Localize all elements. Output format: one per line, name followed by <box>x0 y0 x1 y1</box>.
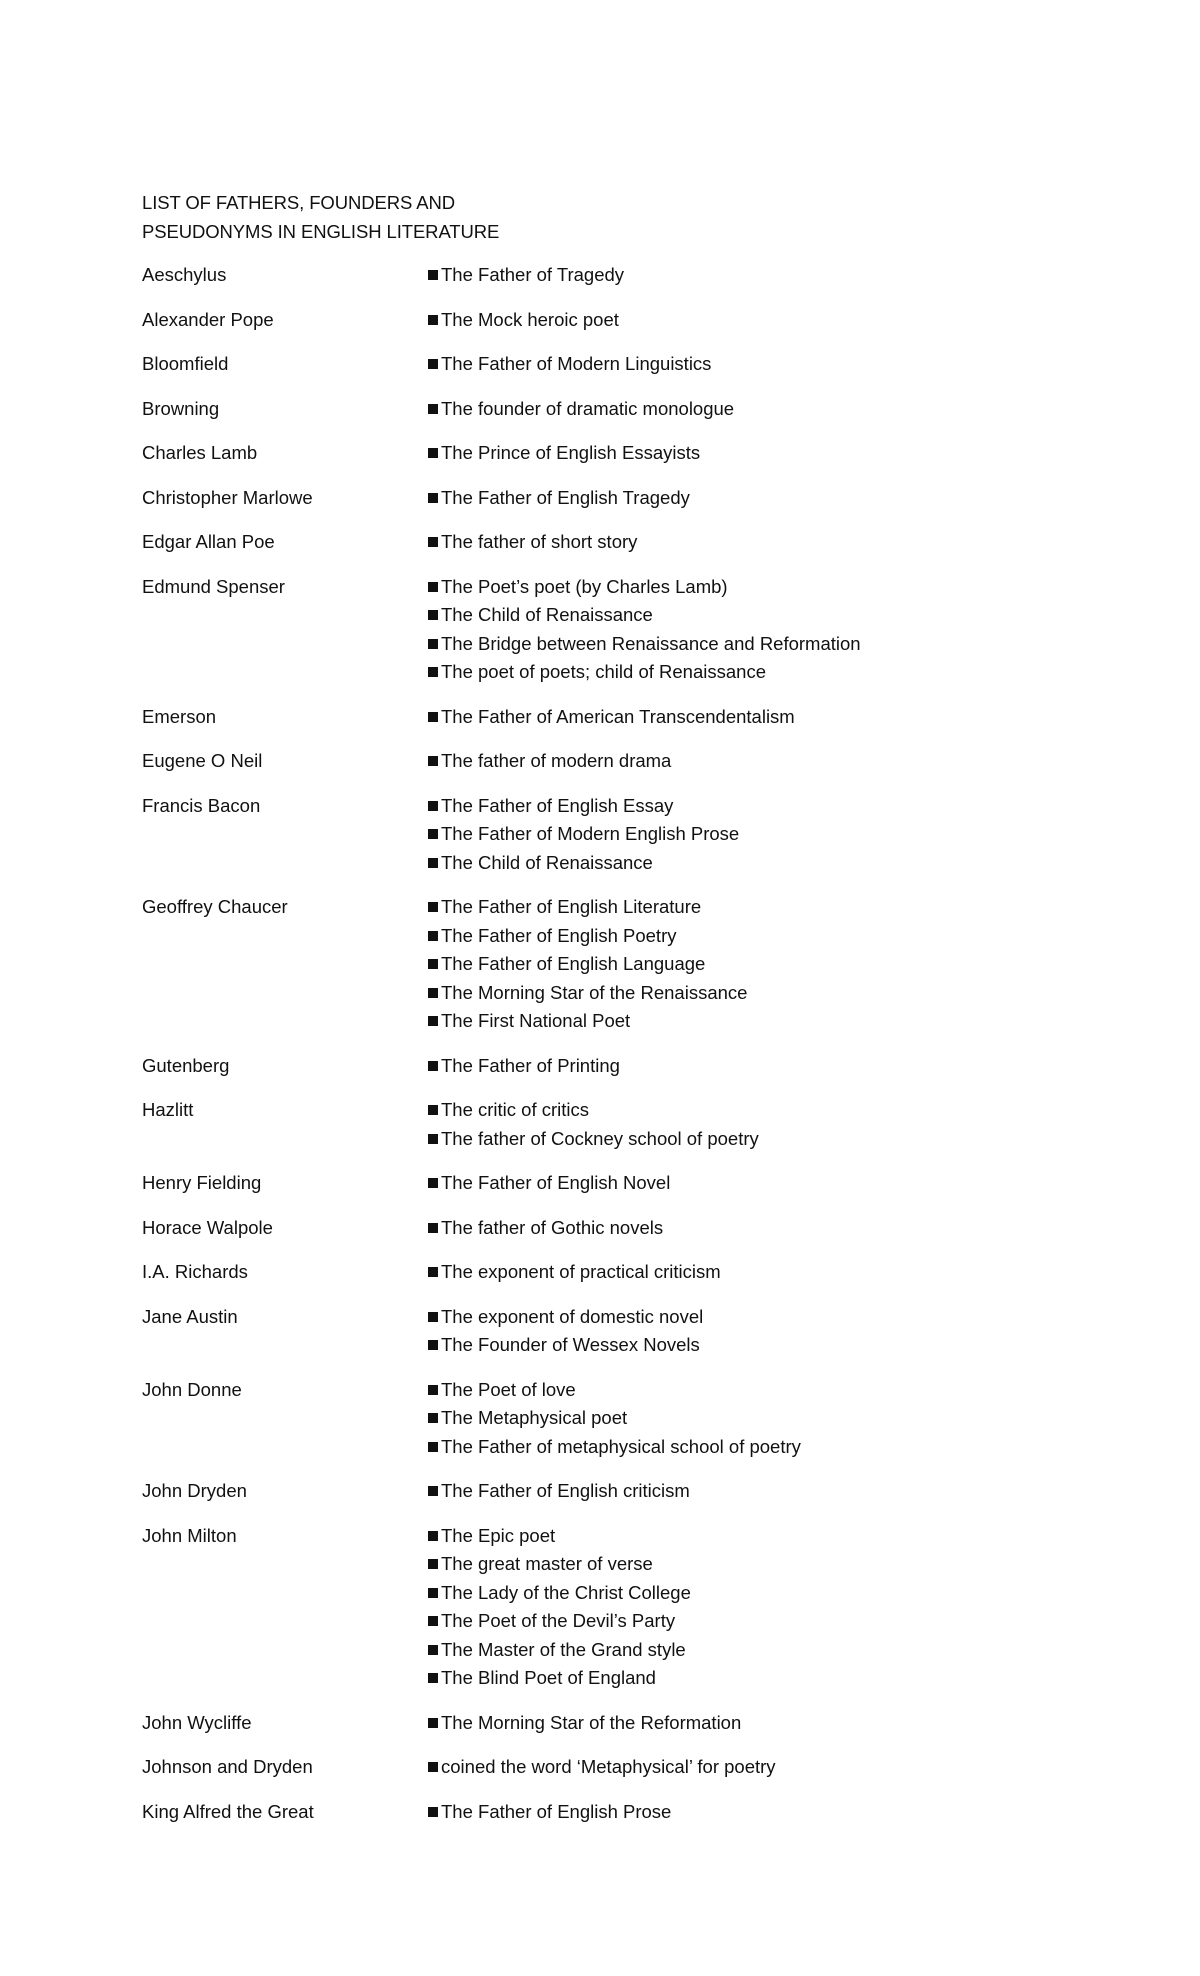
epithet-text: The Mock heroic poet <box>441 308 619 330</box>
epithet-item <box>428 747 1042 776</box>
author-name: Browning <box>142 397 220 419</box>
square-bullet-icon <box>428 858 438 868</box>
square-bullet-icon <box>428 902 438 912</box>
epithet-list <box>428 528 1042 557</box>
square-bullet-icon <box>428 1673 438 1683</box>
epithet-text: The Bridge between Renaissance and Reformation <box>441 632 861 654</box>
epithet-list <box>428 1258 1042 1287</box>
author-name: Johnson and Dryden <box>142 1756 313 1777</box>
list-item <box>142 439 1042 468</box>
epithet-list <box>428 1303 1042 1360</box>
document-title <box>142 188 1042 246</box>
list-item <box>142 1522 1042 1693</box>
epithet-text: The Morning Star of the Renaissance <box>441 981 748 1003</box>
square-bullet-icon <box>428 1413 438 1423</box>
author-name: Edgar Allan Poe <box>142 531 275 552</box>
square-bullet-icon <box>428 1312 438 1322</box>
epithet-item <box>428 1753 1042 1782</box>
epithet-item <box>428 439 1042 468</box>
list-item <box>142 1169 1042 1198</box>
square-bullet-icon <box>428 829 438 839</box>
epithet-item <box>428 1709 1042 1738</box>
document-page <box>142 188 1042 1842</box>
epithet-text: The founder of dramatic monologue <box>441 397 735 419</box>
square-bullet-icon <box>428 404 438 414</box>
author-name: Henry Fielding <box>142 1172 262 1193</box>
square-bullet-icon <box>428 448 438 458</box>
epithet-text: The critic of critics <box>441 1099 590 1120</box>
square-bullet-icon <box>428 1588 438 1598</box>
square-bullet-icon <box>428 1385 438 1395</box>
square-bullet-icon <box>428 1105 438 1115</box>
epithet-item <box>428 1522 1042 1551</box>
author-name: Gutenberg <box>142 1054 230 1076</box>
author-name: Hazlitt <box>142 1099 194 1120</box>
epithet-list <box>428 747 1042 776</box>
epithet-text: The exponent of practical criticism <box>441 1261 721 1282</box>
list-item <box>142 792 1042 878</box>
author-name: Emerson <box>142 705 217 727</box>
epithet-text: The Father of Modern Linguistics <box>441 353 712 374</box>
epithet-list <box>428 893 1042 1036</box>
author-name: I.A. Richards <box>142 1261 248 1282</box>
epithet-item <box>428 1052 1042 1081</box>
square-bullet-icon <box>428 1762 438 1772</box>
epithet-text: The Lady of the Christ College <box>441 1581 691 1603</box>
epithet-item <box>428 1214 1042 1243</box>
epithet-item <box>428 1404 1042 1433</box>
square-bullet-icon <box>428 1016 438 1026</box>
epithet-item <box>428 573 1042 602</box>
epithet-text: The exponent of domestic novel <box>441 1305 704 1327</box>
list-item <box>142 1376 1042 1462</box>
epithet-text: The Father of American Transcendentalism <box>441 705 795 727</box>
epithet-list <box>428 395 1042 424</box>
epithet-text: The Blind Poet of England <box>441 1667 656 1688</box>
author-name: John Dryden <box>142 1480 247 1501</box>
epithet-list <box>428 1477 1042 1506</box>
square-bullet-icon <box>428 712 438 722</box>
list-item <box>142 1709 1042 1738</box>
square-bullet-icon <box>428 959 438 969</box>
square-bullet-icon <box>428 1178 438 1188</box>
epithet-item <box>428 1303 1042 1332</box>
epithet-list <box>428 1214 1042 1243</box>
author-name: Horace Walpole <box>142 1216 273 1238</box>
epithet-item <box>428 306 1042 335</box>
square-bullet-icon <box>428 1267 438 1277</box>
epithet-text: The poet of poets; child of Renaissance <box>441 661 766 682</box>
epithet-item <box>428 979 1042 1008</box>
epithet-list <box>428 261 1042 290</box>
list-item <box>142 1798 1042 1827</box>
square-bullet-icon <box>428 1616 438 1626</box>
list-item <box>142 1477 1042 1506</box>
epithet-text: The Father of English Essay <box>441 794 674 816</box>
epithet-text: The Father of English Novel <box>441 1172 671 1193</box>
epithet-item <box>428 922 1042 951</box>
epithet-item <box>428 350 1042 379</box>
epithet-text: The Metaphysical poet <box>441 1407 628 1428</box>
author-name: King Alfred the Great <box>142 1800 314 1822</box>
epithet-item <box>428 528 1042 557</box>
list-item <box>142 484 1042 513</box>
epithet-list <box>428 1096 1042 1153</box>
epithet-item <box>428 658 1042 687</box>
epithet-text: The Child of Renaissance <box>441 604 653 625</box>
epithet-item <box>428 1331 1042 1360</box>
square-bullet-icon <box>428 1340 438 1350</box>
list-item <box>142 747 1042 776</box>
epithet-list <box>428 1522 1042 1693</box>
epithet-list <box>428 484 1042 513</box>
epithet-text: The Child of Renaissance <box>441 851 653 873</box>
epithet-item <box>428 1798 1042 1827</box>
epithet-text: The father of short story <box>441 531 638 552</box>
author-name: Geoffrey Chaucer <box>142 896 288 917</box>
epithet-text: The great master of verse <box>441 1553 653 1574</box>
epithet-item <box>428 1376 1042 1405</box>
author-name: Christopher Marlowe <box>142 486 313 508</box>
epithet-list <box>428 439 1042 468</box>
author-name: Bloomfield <box>142 353 229 374</box>
square-bullet-icon <box>428 1559 438 1569</box>
square-bullet-icon <box>428 1134 438 1144</box>
epithet-text: The Founder of Wessex Novels <box>441 1334 700 1355</box>
epithet-text: The Father of metaphysical school of poetry <box>441 1435 801 1457</box>
square-bullet-icon <box>428 537 438 547</box>
square-bullet-icon <box>428 1807 438 1817</box>
epithet-text: The father of Gothic novels <box>441 1216 664 1238</box>
author-name: John Donne <box>142 1378 242 1400</box>
epithet-text: The Father of English Language <box>441 953 706 974</box>
epithet-text: The Epic poet <box>441 1524 556 1546</box>
epithet-text: The Poet of love <box>441 1378 576 1400</box>
epithet-text: The Master of the Grand style <box>441 1638 686 1660</box>
list-item <box>142 1753 1042 1782</box>
square-bullet-icon <box>428 1486 438 1496</box>
square-bullet-icon <box>428 756 438 766</box>
list-item <box>142 306 1042 335</box>
epithet-text: The First National Poet <box>441 1010 631 1031</box>
epithet-item <box>428 1169 1042 1198</box>
author-name: Alexander Pope <box>142 308 274 330</box>
epithet-item <box>428 792 1042 821</box>
epithet-item <box>428 820 1042 849</box>
epithet-item <box>428 950 1042 979</box>
epithet-text: The Father of English Poetry <box>441 924 677 946</box>
epithet-item <box>428 703 1042 732</box>
epithet-item <box>428 1579 1042 1608</box>
author-name: Edmund Spenser <box>142 575 285 597</box>
square-bullet-icon <box>428 667 438 677</box>
epithet-text: The father of modern drama <box>441 750 672 771</box>
epithet-list <box>428 1753 1042 1782</box>
epithet-list <box>428 792 1042 878</box>
list-item <box>142 1214 1042 1243</box>
square-bullet-icon <box>428 1223 438 1233</box>
list-item <box>142 350 1042 379</box>
title-line-2: PSEUDONYMS IN ENGLISH LITERATURE <box>142 221 500 242</box>
epithet-item <box>428 630 1042 659</box>
list-item <box>142 1303 1042 1360</box>
list-item <box>142 573 1042 687</box>
epithet-text: The Father of English Literature <box>441 896 702 917</box>
square-bullet-icon <box>428 1645 438 1655</box>
epithet-text: The father of Cockney school of poetry <box>441 1127 759 1149</box>
epithet-list <box>428 1709 1042 1738</box>
epithet-item <box>428 395 1042 424</box>
author-name: John Wycliffe <box>142 1711 252 1733</box>
square-bullet-icon <box>428 1442 438 1452</box>
author-name: Eugene O Neil <box>142 750 263 771</box>
epithet-item <box>428 1433 1042 1462</box>
epithet-list <box>428 1798 1042 1827</box>
title-line-1: LIST OF FATHERS, FOUNDERS AND <box>142 192 456 213</box>
epithet-list <box>428 1052 1042 1081</box>
square-bullet-icon <box>428 1531 438 1541</box>
epithet-item <box>428 1607 1042 1636</box>
square-bullet-icon <box>428 931 438 941</box>
epithet-list <box>428 703 1042 732</box>
epithet-text: The Poet of the Devil’s Party <box>441 1610 676 1631</box>
author-name: Francis Bacon <box>142 794 261 816</box>
square-bullet-icon <box>428 1061 438 1071</box>
list-item <box>142 1258 1042 1287</box>
epithet-item <box>428 893 1042 922</box>
list-item <box>142 528 1042 557</box>
square-bullet-icon <box>428 270 438 280</box>
square-bullet-icon <box>428 359 438 369</box>
epithet-item <box>428 601 1042 630</box>
epithet-text: The Father of Tragedy <box>441 264 625 285</box>
epithet-list <box>428 1169 1042 1198</box>
list-item <box>142 703 1042 732</box>
epithet-item <box>428 1007 1042 1036</box>
epithet-list <box>428 350 1042 379</box>
epithet-text: The Morning Star of the Reformation <box>441 1711 742 1733</box>
square-bullet-icon <box>428 610 438 620</box>
epithet-text: The Father of Modern English Prose <box>441 823 740 844</box>
square-bullet-icon <box>428 493 438 503</box>
epithet-text: The Father of Printing <box>441 1054 620 1076</box>
square-bullet-icon <box>428 1718 438 1728</box>
epithet-text: coined the word ‘Metaphysical’ for poetry <box>441 1756 776 1777</box>
list-item <box>142 1052 1042 1081</box>
epithet-list <box>428 1376 1042 1462</box>
author-name: Jane Austin <box>142 1305 238 1327</box>
epithet-item <box>428 1477 1042 1506</box>
epithet-list <box>428 573 1042 687</box>
epithet-item <box>428 1096 1042 1125</box>
author-name: John Milton <box>142 1524 237 1546</box>
entries-list <box>142 261 1042 1826</box>
epithet-item <box>428 484 1042 513</box>
list-item <box>142 261 1042 290</box>
author-name: Aeschylus <box>142 264 227 285</box>
epithet-item <box>428 1664 1042 1693</box>
epithet-list <box>428 306 1042 335</box>
square-bullet-icon <box>428 315 438 325</box>
epithet-item <box>428 1636 1042 1665</box>
square-bullet-icon <box>428 582 438 592</box>
epithet-text: The Father of English Prose <box>441 1800 672 1822</box>
epithet-item <box>428 849 1042 878</box>
author-name: Charles Lamb <box>142 442 258 463</box>
epithet-item <box>428 1258 1042 1287</box>
epithet-text: The Poet’s poet (by Charles Lamb) <box>441 575 728 597</box>
epithet-text: The Father of English criticism <box>441 1480 690 1501</box>
square-bullet-icon <box>428 988 438 998</box>
list-item <box>142 893 1042 1036</box>
epithet-text: The Prince of English Essayists <box>441 442 701 463</box>
epithet-item <box>428 1125 1042 1154</box>
square-bullet-icon <box>428 639 438 649</box>
epithet-text: The Father of English Tragedy <box>441 486 690 508</box>
list-item <box>142 1096 1042 1153</box>
list-item <box>142 395 1042 424</box>
epithet-item <box>428 1550 1042 1579</box>
square-bullet-icon <box>428 801 438 811</box>
epithet-item <box>428 261 1042 290</box>
